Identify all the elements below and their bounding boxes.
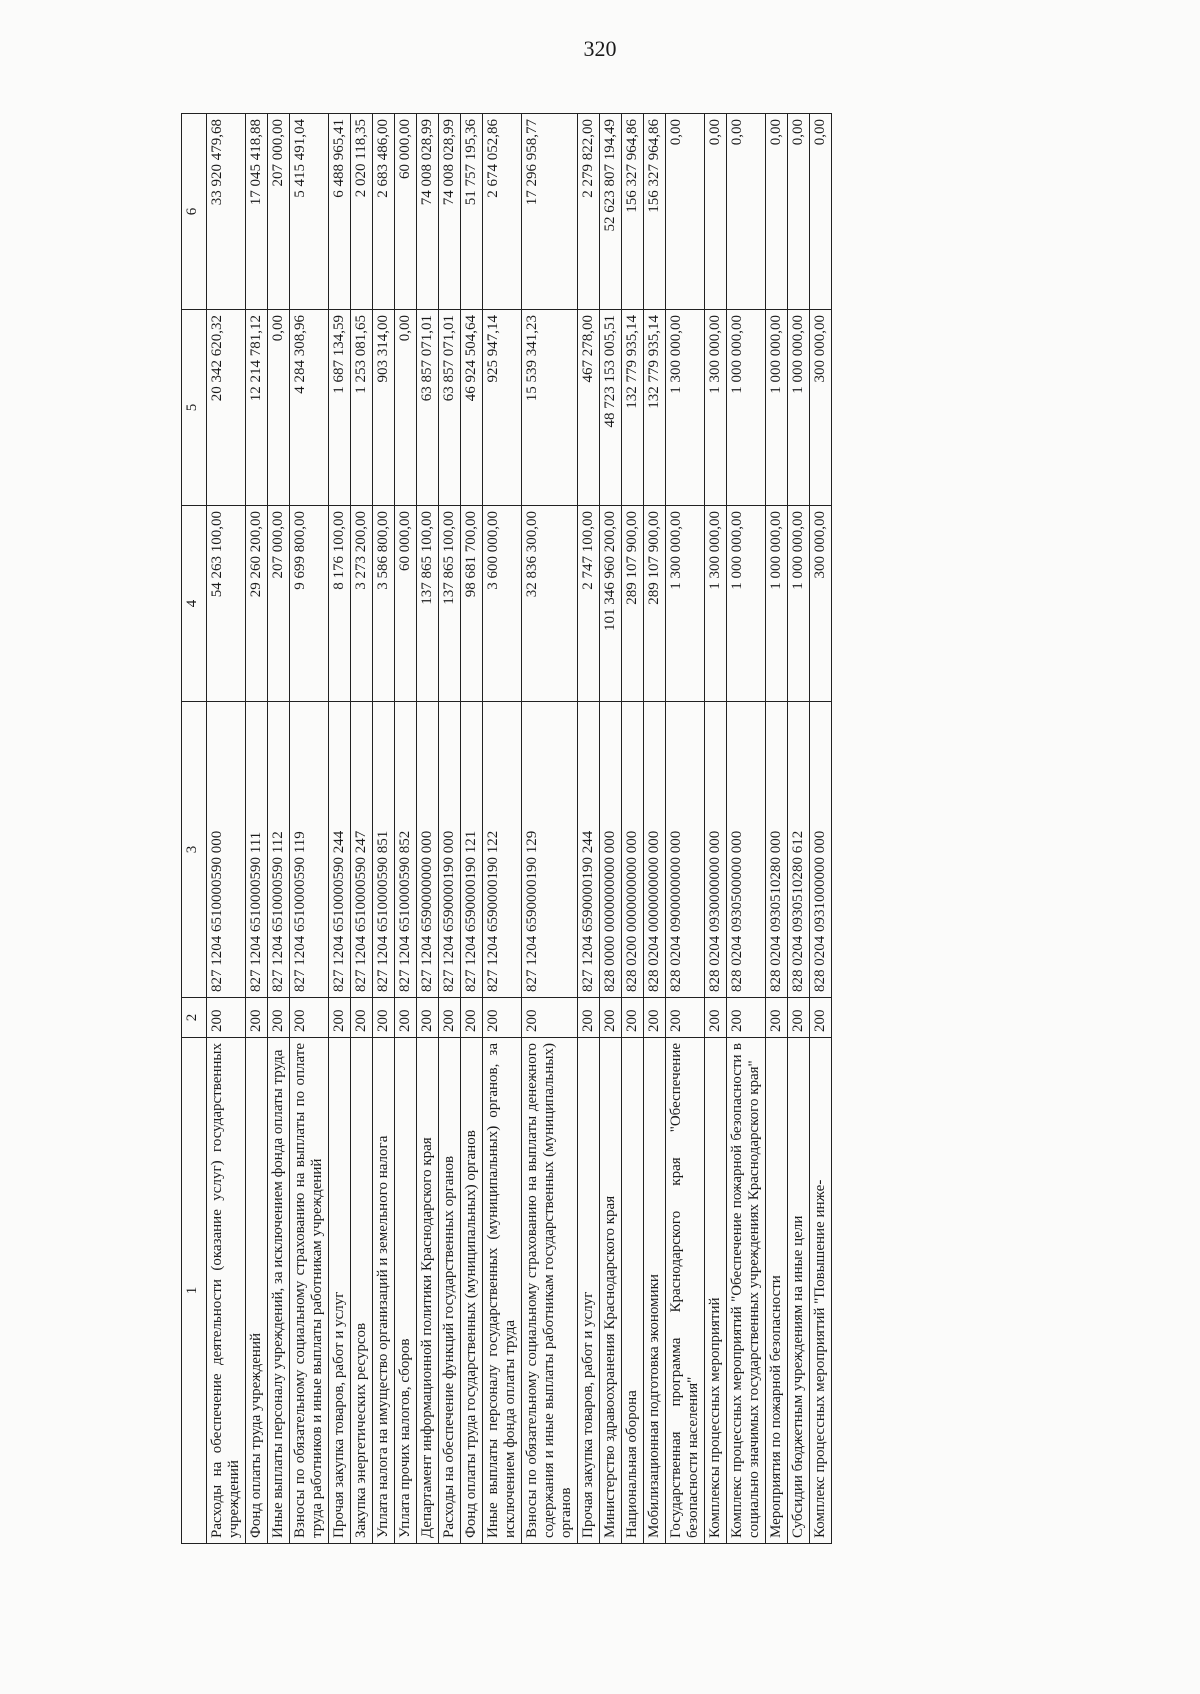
row-name-cell: Расходы на обеспечение функций государственных органов (439, 1038, 461, 1544)
row-name-cell: Иные выплаты персоналу государственных (муниципальных) органов, за исключением фонда оплаты труда (483, 1038, 522, 1544)
row-plan-cell: 32 836 300,00 (522, 506, 578, 702)
row-remaining-cell: 33 920 479,68 (207, 114, 246, 310)
row-executed-cell: 1 300 000,00 (666, 310, 705, 506)
row-remaining-cell: 0,00 (766, 114, 788, 310)
row-executed-cell: 1 687 134,59 (329, 310, 351, 506)
table-row (788, 114, 810, 1544)
row-name-cell: Мероприятия по пожарной безопасности (766, 1038, 788, 1544)
row-col2-cell: 200 (766, 998, 788, 1038)
row-plan-cell: 3 600 000,00 (483, 506, 522, 702)
row-executed-cell: 1 300 000,00 (705, 310, 727, 506)
table-row (373, 114, 395, 1544)
table-row (395, 114, 417, 1544)
row-executed-cell: 15 539 341,23 (522, 310, 578, 506)
table-row (666, 114, 705, 1544)
table-row (727, 114, 766, 1544)
row-col2-cell: 200 (578, 998, 600, 1038)
row-executed-cell: 63 857 071,01 (417, 310, 439, 506)
row-name-cell: Комплекс процессных мероприятий "Повышение инже- (810, 1038, 832, 1544)
row-remaining-cell: 2 674 052,86 (483, 114, 522, 310)
row-col2-cell: 200 (207, 998, 246, 1038)
row-code-cell: 828 0200 0000000000 000 (622, 702, 644, 998)
row-plan-cell: 137 865 100,00 (439, 506, 461, 702)
table-row (329, 114, 351, 1544)
row-col2-cell: 200 (788, 998, 810, 1038)
row-plan-cell: 207 000,00 (268, 506, 290, 702)
row-col2-cell: 200 (246, 998, 268, 1038)
header-cell: 2 (182, 998, 207, 1038)
row-name-cell: Национальная оборона (622, 1038, 644, 1544)
row-executed-cell: 63 857 071,01 (439, 310, 461, 506)
row-executed-cell: 300 000,00 (810, 310, 832, 506)
row-remaining-cell: 2 683 486,00 (373, 114, 395, 310)
row-remaining-cell: 0,00 (788, 114, 810, 310)
row-col2-cell: 200 (351, 998, 373, 1038)
budget-table (181, 113, 832, 1544)
row-code-cell: 827 1204 6510000590 112 (268, 702, 290, 998)
row-name-cell: Уплата налога на имущество организаций и земельного налога (373, 1038, 395, 1544)
row-executed-cell: 48 723 153 005,51 (600, 310, 622, 506)
row-code-cell: 828 0204 0930500000 000 (727, 702, 766, 998)
row-col2-cell: 200 (439, 998, 461, 1038)
table-row (417, 114, 439, 1544)
row-plan-cell: 137 865 100,00 (417, 506, 439, 702)
row-plan-cell: 101 346 960 200,00 (600, 506, 622, 702)
row-name-cell: Прочая закупка товаров, работ и услуг (329, 1038, 351, 1544)
row-name-cell: Комплекс процессных мероприятий "Обеспечение пожарной безопасности в социально значимых государственных учреждениях Краснодарского края" (727, 1038, 766, 1544)
row-code-cell: 827 1204 6590000000 000 (417, 702, 439, 998)
row-col2-cell: 200 (622, 998, 644, 1038)
table-row (810, 114, 832, 1544)
row-name-cell: Фонд оплаты труда учреждений (246, 1038, 268, 1544)
row-plan-cell: 1 000 000,00 (788, 506, 810, 702)
table-row (439, 114, 461, 1544)
row-name-cell: Уплата прочих налогов, сборов (395, 1038, 417, 1544)
header-cell: 6 (182, 114, 207, 310)
row-col2-cell: 200 (705, 998, 727, 1038)
row-plan-cell: 300 000,00 (810, 506, 832, 702)
row-remaining-cell: 207 000,00 (268, 114, 290, 310)
row-executed-cell: 1 253 081,65 (351, 310, 373, 506)
row-plan-cell: 1 000 000,00 (766, 506, 788, 702)
row-col2-cell: 200 (373, 998, 395, 1038)
row-name-cell: Министерство здравоохранения Краснодарского края (600, 1038, 622, 1544)
table-row (644, 114, 666, 1544)
row-code-cell: 828 0000 0000000000 000 (600, 702, 622, 998)
row-remaining-cell: 6 488 965,41 (329, 114, 351, 310)
row-executed-cell: 925 947,14 (483, 310, 522, 506)
row-plan-cell: 289 107 900,00 (622, 506, 644, 702)
row-plan-cell: 54 263 100,00 (207, 506, 246, 702)
row-remaining-cell: 74 008 028,99 (417, 114, 439, 310)
row-col2-cell: 200 (644, 998, 666, 1038)
row-name-cell: Мобилизационная подготовка экономики (644, 1038, 666, 1544)
table-row (622, 114, 644, 1544)
header-cell: 3 (182, 702, 207, 998)
row-remaining-cell: 17 296 958,77 (522, 114, 578, 310)
row-executed-cell: 0,00 (395, 310, 417, 506)
row-plan-cell: 8 176 100,00 (329, 506, 351, 702)
row-code-cell: 827 1204 6590000190 121 (461, 702, 483, 998)
table-row (461, 114, 483, 1544)
row-col2-cell: 200 (483, 998, 522, 1038)
row-col2-cell: 200 (461, 998, 483, 1038)
row-plan-cell: 3 586 800,00 (373, 506, 395, 702)
row-executed-cell: 1 000 000,00 (788, 310, 810, 506)
page-number: 320 (583, 36, 617, 61)
row-code-cell: 828 0204 0930000000 000 (705, 702, 727, 998)
row-remaining-cell: 60 000,00 (395, 114, 417, 310)
row-col2-cell: 200 (268, 998, 290, 1038)
row-remaining-cell: 74 008 028,99 (439, 114, 461, 310)
row-executed-cell: 12 214 781,12 (246, 310, 268, 506)
row-code-cell: 827 1204 6510000590 119 (290, 702, 329, 998)
row-executed-cell: 132 779 935,14 (622, 310, 644, 506)
row-col2-cell: 200 (417, 998, 439, 1038)
row-name-cell: Расходы на обеспечение деятельности (оказание услуг) государственных учреждений (207, 1038, 246, 1544)
row-code-cell: 827 1204 6510000590 247 (351, 702, 373, 998)
row-executed-cell: 0,00 (268, 310, 290, 506)
row-executed-cell: 467 278,00 (578, 310, 600, 506)
row-code-cell: 827 1204 6590000190 129 (522, 702, 578, 998)
header-cell: 1 (182, 1038, 207, 1544)
row-executed-cell: 4 284 308,96 (290, 310, 329, 506)
table-row (290, 114, 329, 1544)
row-remaining-cell: 51 757 195,36 (461, 114, 483, 310)
row-name-cell: Субсидии бюджетным учреждениям на иные цели (788, 1038, 810, 1544)
row-code-cell: 828 0204 0000000000 000 (644, 702, 666, 998)
row-executed-cell: 132 779 935,14 (644, 310, 666, 506)
row-remaining-cell: 2 279 822,00 (578, 114, 600, 310)
row-executed-cell: 20 342 620,32 (207, 310, 246, 506)
table-row (705, 114, 727, 1544)
row-code-cell: 827 1204 6510000590 852 (395, 702, 417, 998)
row-col2-cell: 200 (395, 998, 417, 1038)
row-name-cell: Взносы по обязательному социальному страхованию на выплаты денежного содержания и иные выплаты работникам государственных (муниципальных) органов (522, 1038, 578, 1544)
table-row (766, 114, 788, 1544)
row-executed-cell: 903 314,00 (373, 310, 395, 506)
row-code-cell: 828 0204 0931000000 000 (810, 702, 832, 998)
row-col2-cell: 200 (810, 998, 832, 1038)
table-body (207, 114, 832, 1544)
row-plan-cell: 1 300 000,00 (666, 506, 705, 702)
row-remaining-cell: 0,00 (666, 114, 705, 310)
row-remaining-cell: 2 020 118,35 (351, 114, 373, 310)
row-plan-cell: 29 260 200,00 (246, 506, 268, 702)
header-cell: 5 (182, 310, 207, 506)
header-cell: 4 (182, 506, 207, 702)
row-code-cell: 827 1204 6590000190 244 (578, 702, 600, 998)
table-row (268, 114, 290, 1544)
row-code-cell: 827 1204 6510000590 244 (329, 702, 351, 998)
row-name-cell: Закупка энергетических ресурсов (351, 1038, 373, 1544)
table-row (522, 114, 578, 1544)
row-name-cell: Иные выплаты персоналу учреждений, за исключением фонда оплаты труда (268, 1038, 290, 1544)
row-plan-cell: 2 747 100,00 (578, 506, 600, 702)
header-row (182, 114, 207, 1544)
table-row (600, 114, 622, 1544)
row-remaining-cell: 156 327 964,86 (622, 114, 644, 310)
row-code-cell: 827 1204 6510000590 111 (246, 702, 268, 998)
table-row (351, 114, 373, 1544)
row-name-cell: Фонд оплаты труда государственных (муниципальных) органов (461, 1038, 483, 1544)
row-col2-cell: 200 (522, 998, 578, 1038)
row-remaining-cell: 0,00 (810, 114, 832, 310)
row-remaining-cell: 0,00 (727, 114, 766, 310)
row-col2-cell: 200 (329, 998, 351, 1038)
row-col2-cell: 200 (290, 998, 329, 1038)
row-code-cell: 828 0204 0900000000 000 (666, 702, 705, 998)
row-remaining-cell: 5 415 491,04 (290, 114, 329, 310)
row-code-cell: 827 1204 6590000190 122 (483, 702, 522, 998)
row-name-cell: Государственная программа Краснодарского края "Обеспечение безопасности населения" (666, 1038, 705, 1544)
table-row (207, 114, 246, 1544)
row-code-cell: 827 1204 6590000190 000 (439, 702, 461, 998)
row-code-cell: 827 1204 6510000590 000 (207, 702, 246, 998)
table-row (483, 114, 522, 1544)
row-plan-cell: 98 681 700,00 (461, 506, 483, 702)
row-col2-cell: 200 (727, 998, 766, 1038)
row-plan-cell: 1 000 000,00 (727, 506, 766, 702)
table-row (246, 114, 268, 1544)
row-remaining-cell: 52 623 807 194,49 (600, 114, 622, 310)
row-executed-cell: 1 000 000,00 (727, 310, 766, 506)
row-remaining-cell: 156 327 964,86 (644, 114, 666, 310)
row-plan-cell: 3 273 200,00 (351, 506, 373, 702)
row-col2-cell: 200 (600, 998, 622, 1038)
table-row (578, 114, 600, 1544)
row-name-cell: Прочая закупка товаров, работ и услуг (578, 1038, 600, 1544)
row-remaining-cell: 17 045 418,88 (246, 114, 268, 310)
row-name-cell: Департамент информационной политики Краснодарского края (417, 1038, 439, 1544)
row-code-cell: 828 0204 0930510280 000 (766, 702, 788, 998)
row-name-cell: Взносы по обязательному социальному страхованию на выплаты по оплате труда работников и иные выплаты работникам учреждений (290, 1038, 329, 1544)
row-remaining-cell: 0,00 (705, 114, 727, 310)
row-plan-cell: 289 107 900,00 (644, 506, 666, 702)
row-code-cell: 828 0204 0930510280 612 (788, 702, 810, 998)
row-col2-cell: 200 (666, 998, 705, 1038)
row-name-cell: Комплексы процессных мероприятий (705, 1038, 727, 1544)
rotated-table-container (181, 114, 1061, 1544)
row-plan-cell: 60 000,00 (395, 506, 417, 702)
row-plan-cell: 9 699 800,00 (290, 506, 329, 702)
row-executed-cell: 1 000 000,00 (766, 310, 788, 506)
row-code-cell: 827 1204 6510000590 851 (373, 702, 395, 998)
row-plan-cell: 1 300 000,00 (705, 506, 727, 702)
row-executed-cell: 46 924 504,64 (461, 310, 483, 506)
